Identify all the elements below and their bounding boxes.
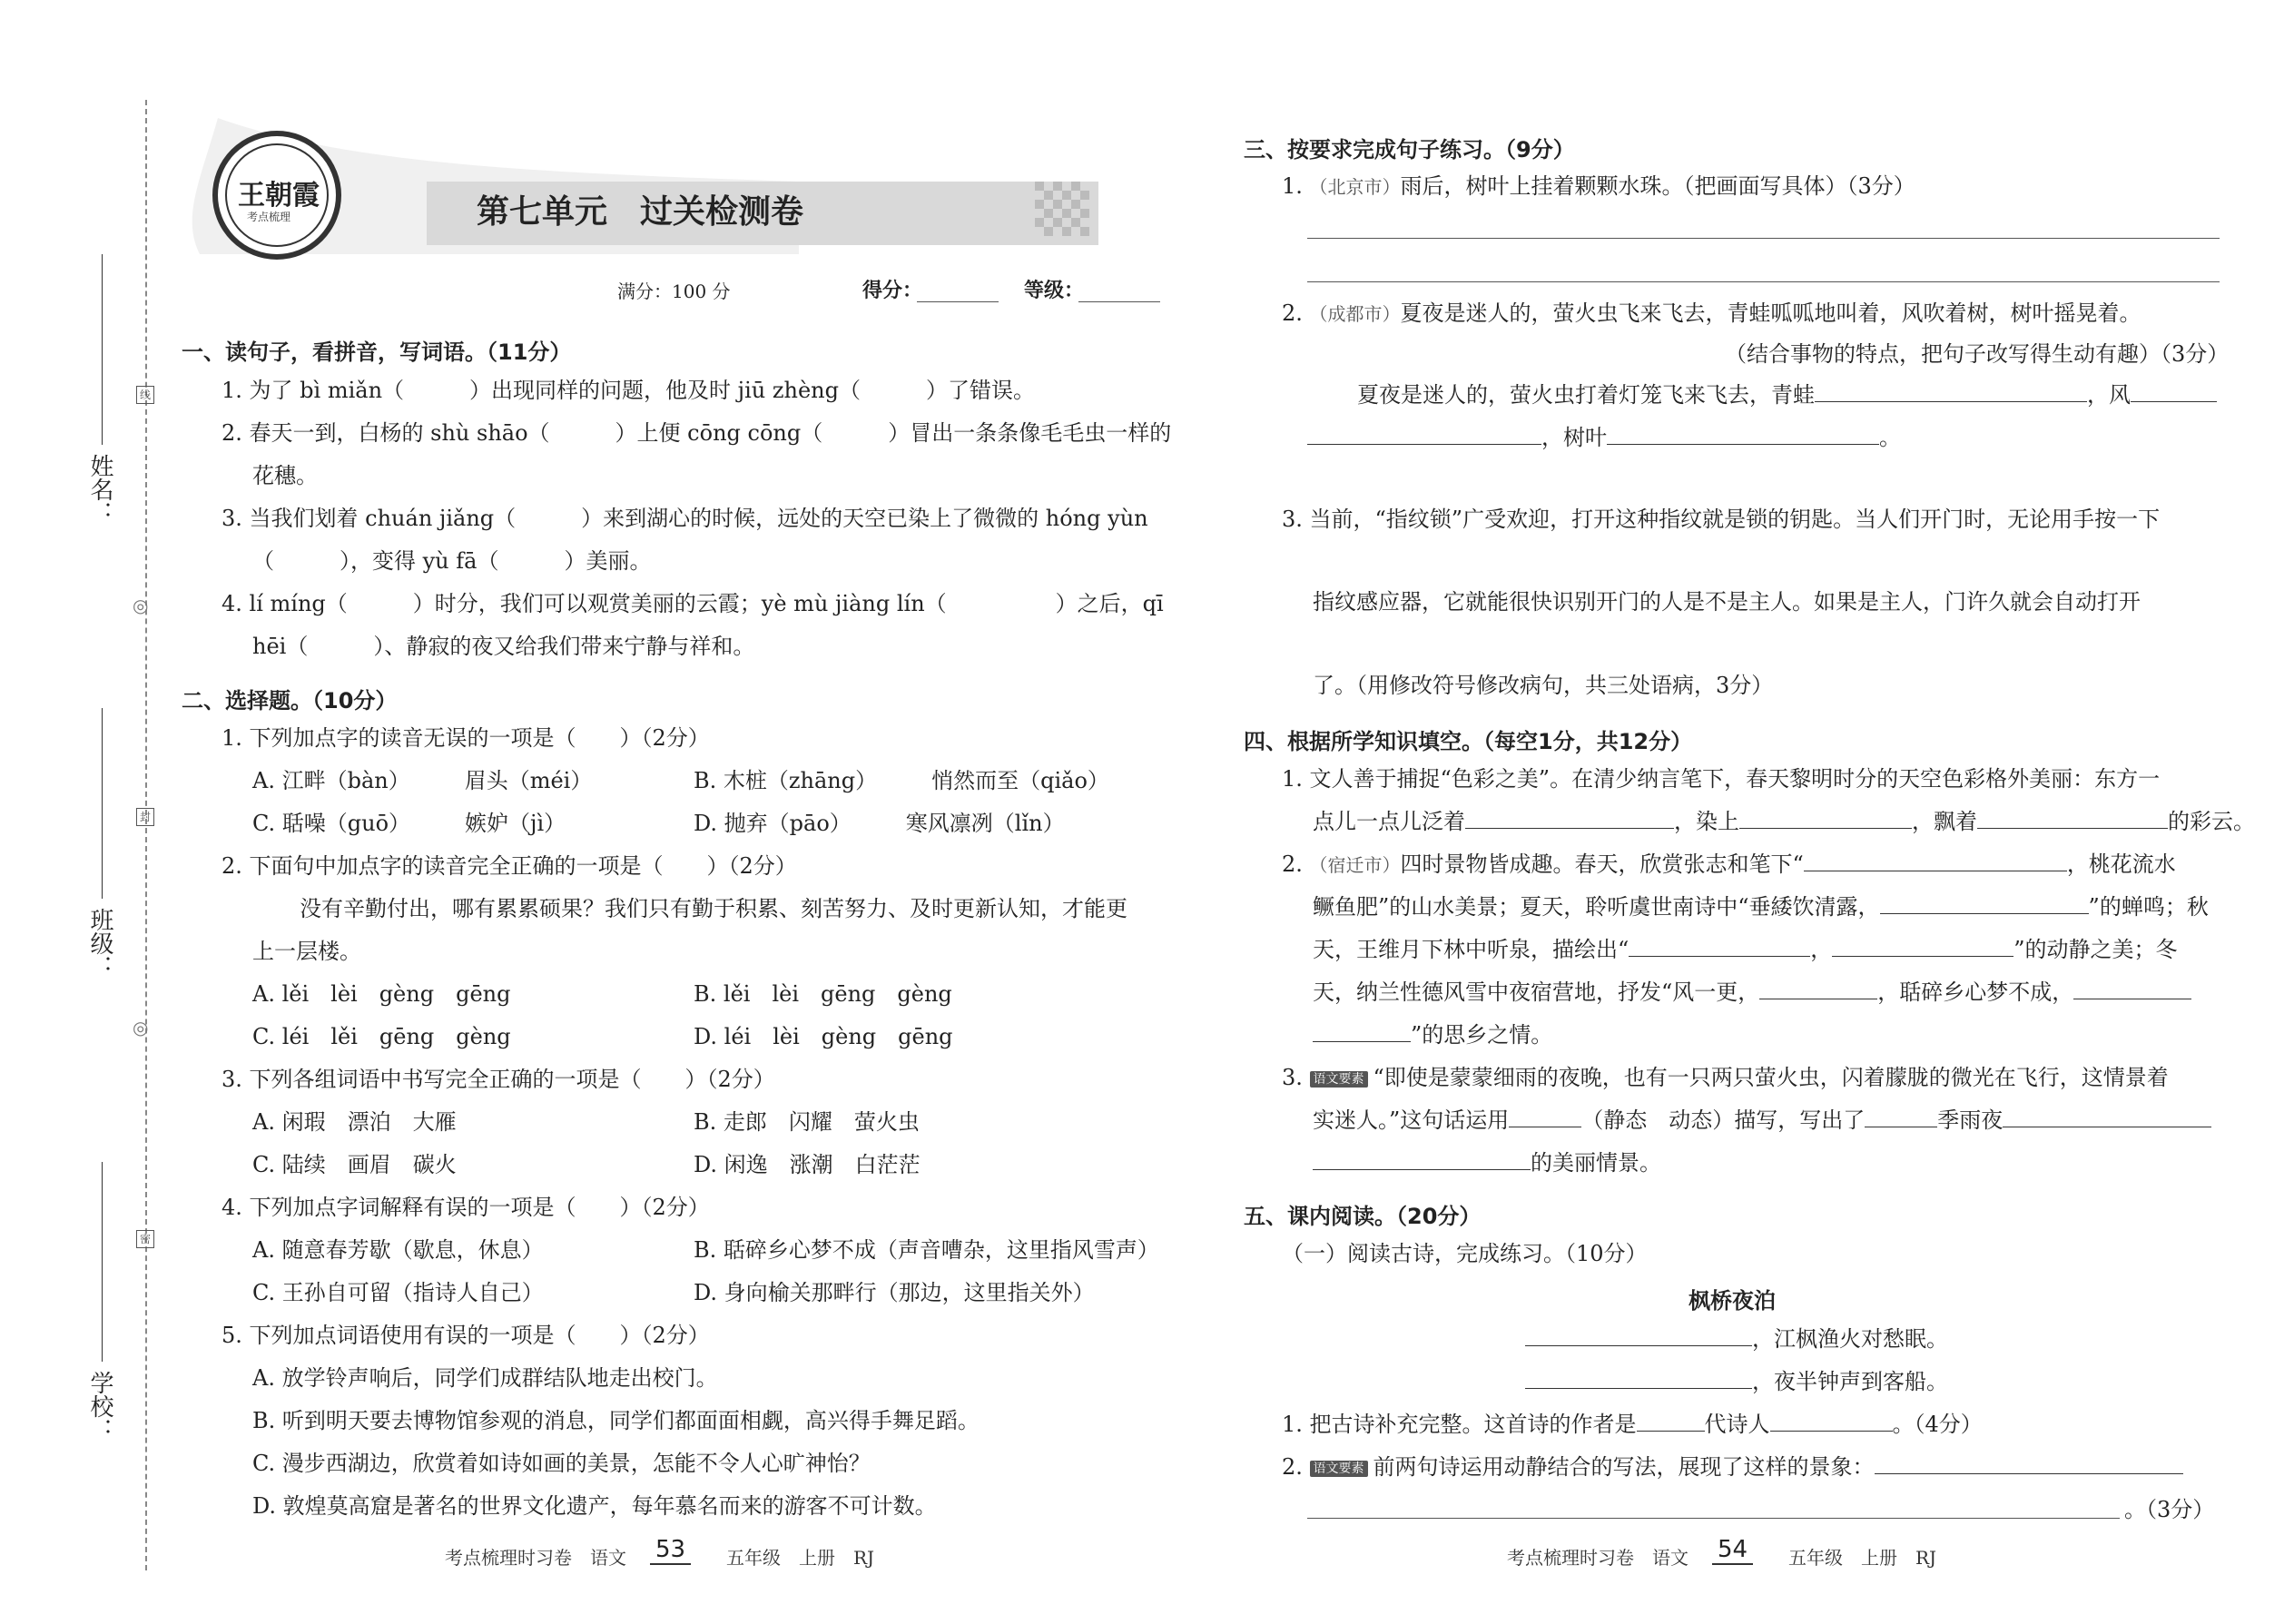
r3-cont: 指纹感应器，它就能很快识别开门的人是不是主人。如果是主人，门许久就会自动打开	[1313, 589, 2141, 615]
q3-option-c[interactable]: C. 陆续 画眉 碳火	[252, 1152, 457, 1177]
q1-option-a[interactable]: A. 江畔（bàn） 眉头（méi）	[252, 768, 593, 793]
language-element-tag: 语文要素	[1310, 1071, 1368, 1088]
f1-text: ，飘着	[1912, 809, 1977, 834]
name-field[interactable]	[102, 254, 103, 445]
q3-option-b[interactable]: B. 走郎 闪耀 萤火虫	[694, 1109, 920, 1135]
f2: 2. （宿迁市）四时景物皆成趣。春天，欣赏张志和笔下“ ，桃花流水	[1282, 851, 2176, 877]
f2-text: ，	[1810, 937, 1833, 962]
q4-option-c[interactable]: C. 王孙自可留（指诗人自己）	[252, 1280, 544, 1305]
r3: 3. 当前，“指纹锁”广受欢迎，打开这种指纹就是锁的钥匙。当人们开门时，无论用手按一下	[1282, 507, 2161, 532]
fill-blank[interactable]	[2073, 979, 2191, 999]
section-3-title: 三、按要求完成句子练习。（9分）	[1244, 137, 1575, 162]
q4: 4. 下列加点字词解释有误的一项是（ ）（2分）	[222, 1195, 710, 1220]
fill-blank[interactable]	[2131, 381, 2217, 402]
fill-blank[interactable]	[1525, 1368, 1752, 1389]
full-score: 满分：100 分	[617, 281, 731, 302]
region-tag: （宿迁市）	[1309, 854, 1401, 876]
f1: 1. 文人善于捕捉“色彩之美”。在清少纳言笔下，春天黎明时分的天空色彩格外美丽：东方一	[1282, 766, 2161, 792]
f1-cont	[1313, 808, 2255, 835]
s1-q3: 3. 当我们划着 chuán jiǎng（ ）来到湖心的时候，远处的天空已染上了微微的 hóng yùn	[222, 506, 1148, 531]
q5: 5. 下列加点词语使用有误的一项是（ ）（2分）	[222, 1323, 710, 1348]
binding-line	[145, 100, 147, 1570]
section-2-title: 二、选择题。（10分）	[182, 688, 398, 714]
school-field[interactable]	[102, 1162, 103, 1362]
q2-option-a[interactable]: A. lěi lèi gèng gēng	[252, 981, 511, 1007]
fill-blank[interactable]	[1509, 1107, 1581, 1127]
q2-option-c[interactable]: C. léi lěi gēng gèng	[252, 1024, 511, 1049]
f2-cont	[1313, 936, 2178, 963]
p1	[1282, 1411, 1983, 1438]
f3-text: 的美丽情景。	[1531, 1150, 1661, 1176]
logo-subtext: 考点梳理	[247, 211, 291, 223]
fill-blank[interactable]	[1307, 424, 1541, 445]
q2-option-b[interactable]: B. lěi lèi gēng gèng	[694, 981, 952, 1007]
page-number: 53	[650, 1536, 691, 1565]
q3-option-d[interactable]: D. 闲逸 涨潮 白茫茫	[694, 1152, 921, 1177]
q2: 2. 下面句中加点字的读音完全正确的一项是（ ）（2分）	[222, 853, 797, 879]
fill-blank[interactable]	[1875, 1453, 2183, 1474]
r2-requirement: （结合事物的特点，把句子改写得生动有趣）（3分）	[1725, 341, 2230, 367]
r1-text: 雨后，树叶上挂着颗颗水珠。（把画面写具体）（3分）	[1400, 173, 1915, 199]
r3-cont: 了。（用修改符号修改病句，共三处语病，3分）	[1313, 673, 1774, 698]
fill-blank[interactable]	[1865, 1107, 1937, 1127]
sub-section-1: （一）阅读古诗，完成练习。（10分）	[1282, 1241, 1648, 1266]
q5-option-a[interactable]: A. 放学铃声响后，同学们成群结队地走出校门。	[252, 1365, 718, 1391]
q3: 3. 下列各组词语中书写完全正确的一项是（ ）（2分）	[222, 1067, 775, 1092]
s1-q2: 2. 春天一到，白杨的 shù shāo（ ）上便 cōng cōng（ ）冒出一条条像毛毛虫一样的	[222, 420, 1172, 446]
f2-text: ”的思乡之情。	[1411, 1022, 1553, 1048]
s1-q1: 1. 为了 bì miǎn（ ）出现同样的问题，他及时 jiū zhèng（ ）了错误。	[222, 378, 1035, 403]
binding-mark: 密	[136, 1230, 154, 1248]
r2-fill-cont	[1307, 424, 1901, 451]
region-tag: （成都市）	[1309, 303, 1401, 325]
poem-line-1	[1525, 1325, 1948, 1353]
f3-text: “即使是蒙蒙细雨的夜晚，也有一只两只萤火虫，闪着朦胧的微光在飞行，这情景着	[1373, 1065, 2169, 1090]
r2-fill-text: 。	[1879, 425, 1901, 450]
poem-line-2	[1525, 1368, 1948, 1395]
r2: 2. （成都市）夏夜是迷人的，萤火虫飞来飞去，青蛙呱呱地叫着，风吹着树，树叶摇晃着。	[1282, 300, 2141, 326]
page-title: 第七单元 过关检测卷	[477, 193, 804, 231]
p2: 2. 语文要素 前两句诗运用动静结合的写法，展现了这样的景象：	[1282, 1453, 2183, 1482]
q3-option-a[interactable]: A. 闲瑕 漂泊 大雁	[252, 1109, 457, 1135]
footer-right-text: 五年级 上册 RJ	[726, 1547, 875, 1569]
q1-option-c[interactable]: C. 聒噪（guō） 嫉妒（jì）	[252, 811, 566, 836]
language-element-tag: 语文要素	[1310, 1461, 1368, 1477]
fill-blank[interactable]	[1759, 979, 1877, 999]
grade-label: 等级：	[1024, 280, 1085, 302]
footer-right-text: 五年级 上册 RJ	[1788, 1547, 1937, 1569]
score-field[interactable]	[917, 301, 999, 302]
section-5-title: 五、课内阅读。（20分）	[1244, 1204, 1482, 1229]
f1-text: 的彩云。	[2168, 809, 2255, 834]
q5-option-b[interactable]: B. 听到明天要去博物馆参观的消息，同学们都面面相觑，高兴得手舞足蹈。	[252, 1408, 980, 1433]
fill-blank[interactable]	[1880, 893, 2089, 914]
f2-cont	[1313, 1021, 1552, 1048]
footer-left-text: 考点梳理时习卷 语文	[1507, 1547, 1689, 1569]
logo-text: 王朝霞	[238, 180, 320, 212]
q4-option-b[interactable]: B. 聒碎乡心梦不成（声音嘈杂，这里指风雪声）	[694, 1237, 1159, 1263]
section-1-title: 一、读句子，看拼音，写词语。（11分）	[182, 340, 572, 365]
f1-text: 点儿一点儿泛着	[1313, 809, 1465, 834]
r1: 1. （北京市）雨后，树叶上挂着颗颗水珠。（把画面写具体）（3分）	[1282, 173, 1915, 199]
q1-option-b[interactable]: B. 木桩（zhāng） 悄然而至（qiǎo）	[694, 768, 1109, 793]
fill-blank[interactable]	[2003, 1107, 2211, 1127]
r2-fill-text: 夏夜是迷人的，萤火虫打着灯笼飞来飞去，青蛙	[1357, 382, 1815, 408]
fill-blank[interactable]	[1607, 424, 1879, 445]
binding-ring: ◎	[133, 595, 149, 616]
school-label: 学校：	[86, 1371, 113, 1442]
f2-text: ，桃花流水	[2066, 851, 2176, 877]
answer-line[interactable]	[1307, 281, 2220, 282]
binding-ring: ◎	[133, 1017, 149, 1038]
fill-blank[interactable]	[1313, 1021, 1411, 1042]
f1-text: ，染上	[1674, 809, 1739, 834]
f2-text: ”的动静之美；冬	[2013, 937, 2178, 962]
f2-text: 四时景物皆成趣。春天，欣赏张志和笔下“	[1400, 851, 1804, 877]
f2-text: ”的蝉鸣；秋	[2088, 894, 2209, 920]
page-number: 54	[1712, 1536, 1753, 1565]
f2-cont	[1313, 893, 2209, 920]
f3-text: 实迷人。”这句话运用	[1313, 1107, 1510, 1133]
class-label: 班级：	[86, 908, 113, 979]
r2-text: 夏夜是迷人的，萤火虫飞来飞去，青蛙呱呱地叫着，风吹着树，树叶摇晃着。	[1400, 300, 2141, 326]
q4-option-d[interactable]: D. 身向榆关那畔行（那边，这里指关外）	[694, 1280, 1095, 1305]
fill-blank[interactable]	[1629, 936, 1810, 957]
fill-blank[interactable]	[1525, 1325, 1752, 1346]
fill-blank[interactable]	[1739, 808, 1912, 829]
fill-blank[interactable]	[1832, 936, 2013, 957]
q1: 1. 下列加点字的读音无误的一项是（ ）（2分）	[222, 725, 710, 751]
q2-option-d[interactable]: D. léi lèi gèng gēng	[694, 1024, 953, 1049]
p1-text: 。（4分）	[1892, 1412, 1983, 1437]
f2-text: 天，纳兰性德风雪中夜宿营地，抒发“风一更，	[1313, 979, 1760, 1005]
f2-text: 鳜鱼肥”的山水美景；夏天，聆听虞世南诗中“垂緌饮清露，	[1313, 894, 1880, 920]
score-label: 得分：	[862, 280, 923, 302]
f3-cont	[1313, 1107, 2211, 1134]
footer-left-text: 考点梳理时习卷 语文	[445, 1547, 626, 1569]
fill-blank[interactable]	[1815, 381, 2087, 402]
poem-text: ，江枫渔火对愁眠。	[1752, 1326, 1948, 1352]
region-tag: （北京市）	[1309, 176, 1401, 198]
s1-q4: 4. lí míng（ ）时分，我们可以观赏美丽的云霞；yè mù jiàng lín（ ）之后，qī	[222, 591, 1164, 616]
binding-mark: 封	[136, 808, 154, 826]
f2-cont	[1313, 979, 2191, 1006]
q5-option-d[interactable]: D. 敦煌莫高窟是著名的世界文化遗产，每年慕名而来的游客不可计数。	[252, 1493, 937, 1519]
q2-text: 没有辛勤付出，哪有累累硕果？我们只有勤于积累、刻苦努力、及时更新认知，才能更	[300, 896, 1127, 921]
r2-fill	[1357, 381, 2217, 408]
p2-score: 。（3分）	[2124, 1497, 2215, 1522]
section-4-title: 四、根据所学知识填空。（每空1分，共12分）	[1244, 729, 1693, 754]
fill-blank[interactable]	[1313, 1149, 1531, 1170]
f3-cont	[1313, 1149, 1661, 1176]
answer-line[interactable]	[1307, 1518, 2120, 1519]
f3: 3. 语文要素 “即使是蒙蒙细雨的夜晚，也有一只两只萤火虫，闪着朦胧的微光在飞行，这情景着	[1282, 1065, 2169, 1090]
q2-text-cont: 上一层楼。	[252, 939, 361, 964]
r2-fill-text: ，风	[2087, 382, 2131, 408]
f2-text: 天，王维月下林中听泉，描绘出“	[1313, 937, 1629, 962]
f3-text: （静态 动态）描写，写出了	[1581, 1107, 1866, 1133]
p1-text: 1. 把古诗补充完整。这首诗的作者是	[1282, 1412, 1637, 1437]
q4-option-a[interactable]: A. 随意春芳歇（歇息，休息）	[252, 1237, 544, 1263]
poem-text: ，夜半钟声到客船。	[1752, 1369, 1948, 1394]
answer-line[interactable]	[1307, 238, 2220, 239]
p2-text: 前两句诗运用动静结合的写法，展现了这样的景象：	[1373, 1454, 1875, 1480]
poem-title: 枫桥夜泊	[1689, 1288, 1776, 1314]
fill-blank[interactable]	[1804, 851, 2067, 871]
q5-option-c[interactable]: C. 漫步西湖边，欣赏着如诗如画的美景，怎能不令人心旷神怡？	[252, 1451, 871, 1476]
r2-fill-text: ，树叶	[1541, 425, 1607, 450]
grade-field[interactable]	[1078, 301, 1160, 302]
class-field[interactable]	[102, 708, 103, 899]
fill-blank[interactable]	[1977, 808, 2168, 829]
f2-text: ，聒碎乡心梦不成，	[1877, 979, 2074, 1005]
fill-blank[interactable]	[1465, 808, 1674, 829]
name-label: 姓名：	[86, 454, 113, 525]
s1-q4-cont: hēi（ ）、静寂的夜又给我们带来宁静与祥和。	[252, 634, 755, 659]
s1-q3-cont: （ ），变得 yù fā（ ）美丽。	[252, 548, 652, 574]
q1-option-d[interactable]: D. 抛弃（pāo） 寒风凛冽（lǐn）	[694, 811, 1065, 836]
f3-text: 季雨夜	[1937, 1107, 2004, 1133]
binding-mark: 线	[136, 386, 154, 404]
fill-blank[interactable]	[1637, 1411, 1705, 1432]
s1-q2-cont: 花穗。	[252, 463, 318, 488]
p1-text: 代诗人	[1704, 1412, 1770, 1437]
fill-blank[interactable]	[1770, 1411, 1893, 1432]
